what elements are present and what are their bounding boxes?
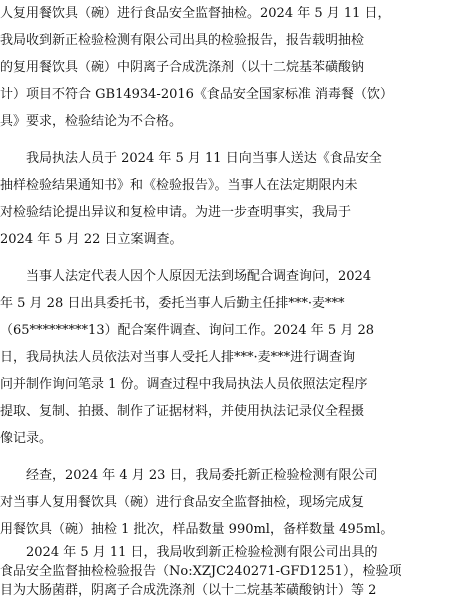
text-line: 我局执法人员于 2024 年 5 月 11 日向当事人送达《食品安全: [26, 151, 382, 166]
text-line: 对检验结论提出异议和复检申请。为进一步查明事实，我局于: [0, 205, 352, 220]
text-line: 用餐饮具（碗）抽检 1 批次，样品数量 990ml，备样数量 495ml。: [0, 522, 394, 537]
text-line: 我局收到新正检验检测有限公司出具的检验报告，报告载明抽检: [0, 33, 365, 48]
text-line: 目为大肠菌群，阴离子合成洗涤剂（以十二烷基苯磺酸钠计）等 2: [0, 583, 377, 598]
text-line: 问并制作询问笔录 1 份。调查过程中我局执法人员依照法定程序: [0, 377, 368, 392]
text-line: 抽样检验结果通知书》和《检验报告》。当事人在法定期限内未: [0, 178, 358, 193]
text-line: 对当事人复用餐饮具（碗）进行食品安全监督抽检，现场完成复: [0, 495, 365, 510]
text-line: 年 5 月 28 日出具委托书，委托当事人后勤主任排***·麦***: [0, 296, 345, 311]
text-line: 食品安全监督抽检检验报告（No:XZJC240271-GFD1251），检验项: [0, 564, 402, 579]
text-line: 2024 年 5 月 11 日，我局收到新正检验检测有限公司出具的: [26, 545, 378, 560]
text-line: 具》要求，检验结论为不合格。: [0, 114, 183, 129]
text-line: 像记录。: [0, 431, 53, 446]
text-line: 提取、复制、拍摄、制作了证据材料，并使用执法记录仪全程摄: [0, 404, 365, 419]
text-line: （65*********13）配合案件调查、询问工作。2024 年 5 月 28: [0, 323, 375, 338]
text-line: 经查，2024 年 4 月 23 日，我局委托新正检验检测有限公司: [26, 468, 378, 483]
text-line: 的复用餐饮具（碗）中阴离子合成洗涤剂（以十二烷基苯磺酸钠: [0, 60, 365, 75]
text-line: 人复用餐饮具（碗）进行食品安全监督抽检。2024 年 5 月 11 日，: [0, 6, 391, 21]
text-line: 2024 年 5 月 22 日立案调查。: [0, 232, 183, 247]
text-line: 日，我局执法人员依法对当事人受托人排***·麦***进行调查询: [0, 350, 356, 365]
text-line: 当事人法定代表人因个人原因无法到场配合调查询问，2024: [26, 269, 372, 284]
text-line: 计）项目不符合 GB14934-2016《食品安全国家标准 消毒餐（饮）: [0, 87, 394, 102]
